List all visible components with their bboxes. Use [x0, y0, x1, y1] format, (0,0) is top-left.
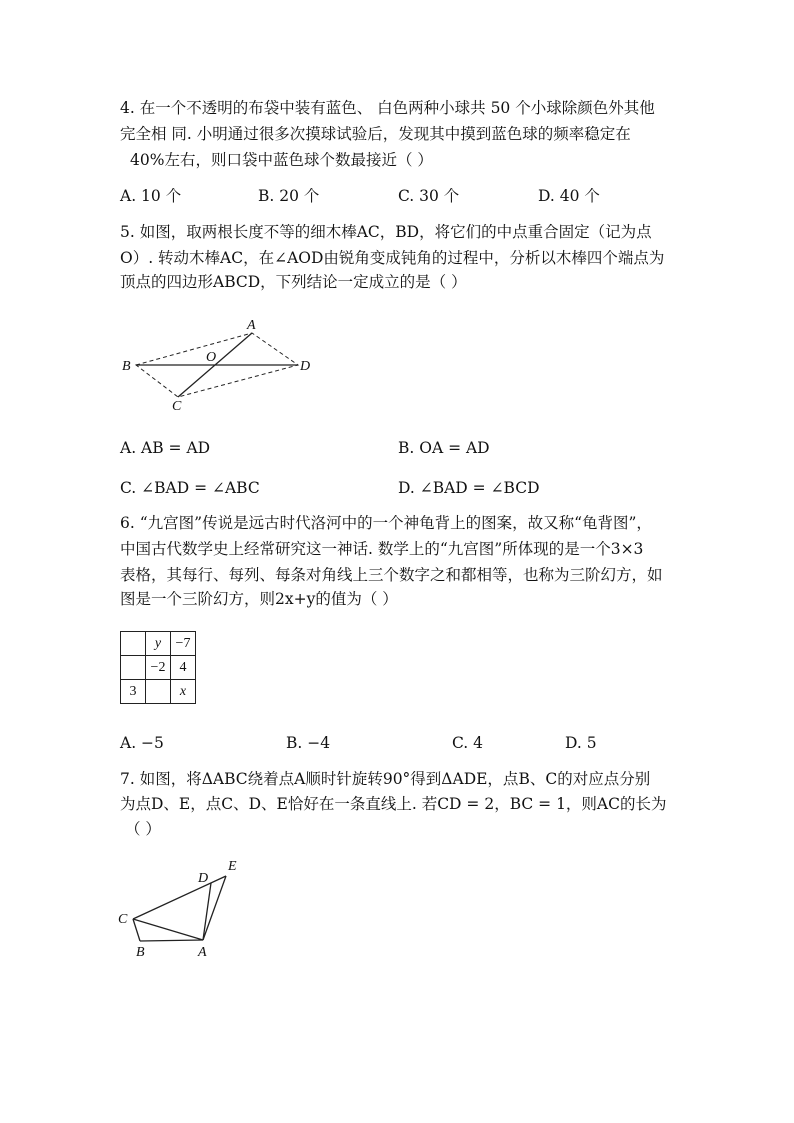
q6-line-3: 表格，其每行、每列、每条对角线上三个数字之和都相等，也称为三阶幻方，如 — [120, 566, 663, 584]
q4-option-a: A. 10 个 — [120, 187, 182, 205]
table-row — [121, 656, 196, 680]
grid-cell — [121, 632, 146, 656]
grid-cell — [146, 680, 171, 704]
q7-segment-cb — [133, 919, 140, 941]
q5-option-b: B. OA = AD — [398, 439, 490, 457]
q5-option-d: D. ∠BAD = ∠BCD — [398, 479, 540, 497]
q5-option-a: A. AB = AD — [120, 439, 211, 457]
q7-segment-ca — [133, 919, 203, 940]
grid-cell: y — [146, 632, 171, 656]
q4-option-d: D. 40 个 — [538, 187, 600, 205]
q4-line-2: 完全相 同. 小明通过很多次摸球试验后，发现其中摸到蓝色球的频率稳定在 — [120, 125, 631, 143]
q7-segment-da — [203, 883, 211, 940]
q7-line-3: （ ） — [125, 820, 161, 838]
q6-option-a: A. −5 — [120, 734, 164, 752]
q5-line-3: 顶点的四边形ABCD，下列结论一定成立的是（ ） — [120, 273, 467, 291]
q7-segment-ce — [133, 876, 226, 919]
grid-cell: 4 — [171, 656, 196, 680]
q6-line-2: 中国古代数学史上经常研究这一神话. 数学上的“九宫图”所体现的是一个3×3 — [120, 540, 644, 558]
q5-label-c: C — [172, 399, 182, 414]
q5-option-c: C. ∠BAD = ∠ABC — [120, 479, 260, 497]
table-row — [121, 680, 196, 704]
q5-line-2: O）. 转动木棒AC，在∠AOD由锐角变成钝角的过程中，分析以木棒四个端点为 — [120, 249, 665, 267]
grid-cell: x — [171, 680, 196, 704]
q7-label-c: C — [118, 912, 128, 927]
q4-line-3: 40%左右，则口袋中蓝色球个数最接近（ ） — [130, 151, 433, 169]
q5-label-o: O — [206, 350, 217, 365]
grid-cell: 3 — [121, 680, 146, 704]
q4-option-b: B. 20 个 — [258, 187, 320, 205]
q7-segment-ba — [140, 940, 203, 941]
q7-line-2: 为点D、E，点C、D、E恰好在一条直线上. 若CD = 2，BC = 1，则AC的长为 — [120, 795, 667, 813]
q5-label-d: D — [300, 359, 311, 374]
q7-label-b: B — [136, 945, 145, 960]
q6-magic-square — [120, 631, 196, 704]
q7-label-d: D — [198, 871, 209, 886]
q7-line-1: 7. 如图，将ΔABC绕着点A顺时针旋转90°得到ΔADE，点B、C的对应点分别 — [120, 770, 651, 788]
q6-line-1: 6. “九宫图”传说是远古时代洛河中的一个神龟背上的图案，故又称“龟背图”， — [120, 514, 652, 532]
q6-option-d: D. 5 — [565, 734, 597, 752]
q7-rotation-figure — [112, 852, 252, 962]
q7-label-a: A — [198, 945, 207, 960]
q6-line-4: 图是一个三阶幻方，则2x+y的值为（ ） — [120, 590, 398, 608]
q6-option-b: B. −4 — [286, 734, 331, 752]
grid-cell: −2 — [146, 656, 171, 680]
grid-cell: −7 — [171, 632, 196, 656]
q6-option-c: C. 4 — [452, 734, 484, 752]
grid-cell — [121, 656, 146, 680]
q4-option-c: C. 30 个 — [398, 187, 460, 205]
q5-line-1: 5. 如图，取两根长度不等的细木棒AC，BD，将它们的中点重合固定（记为点 — [120, 223, 652, 241]
q7-label-e: E — [228, 859, 237, 874]
table-row — [121, 632, 196, 656]
q4-line-1: 4. 在一个不透明的布袋中装有蓝色、 白色两种小球共 50 个小球除颜色外其他 — [120, 99, 655, 117]
q5-label-b: B — [122, 359, 131, 374]
q5-label-a: A — [247, 318, 256, 333]
q5-quadrilateral-figure — [118, 312, 318, 416]
